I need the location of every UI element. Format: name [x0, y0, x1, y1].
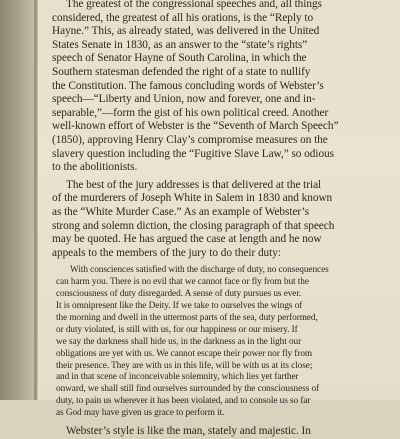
- text-line: as the “White Murder Case.” As an example of Webster’s: [52, 205, 309, 218]
- quote-line: It is omnipresent like the Deity. If we take to ourselves the wings of: [56, 301, 303, 311]
- quote-line: consciousness of duty disregarded. A sense of duty pursues us ever.: [56, 289, 302, 300]
- quote-line: With consciences satisfied with the discharge of duty, no consequences: [70, 265, 329, 276]
- quote-line: duty, to pain us wherever it has been violated, and to console us so far: [56, 396, 311, 407]
- book-gutter: [34, 0, 37, 400]
- text-line: slavery question including the “Fugitive Slave Law,” so odious: [52, 147, 334, 160]
- text-line: may be quoted. He has argued the case at length and he now: [52, 233, 322, 246]
- quote-line: onward, we shall still find ourselves surrounded by the consciousness of: [56, 384, 320, 395]
- text-line: speech—“Liberty and Union, now and forever, one and in-: [52, 93, 316, 106]
- text-line: Hayne.” This, as already stated, was delivered in the United: [52, 25, 320, 38]
- text-line: (1850), approving Henry Clay’s compromise measures on the: [52, 133, 328, 146]
- quote-line: the morning and dwell in the uttermost parts of the sea, duty performed,: [56, 312, 318, 323]
- block-quote: [52, 265, 390, 420]
- text-line: Southern statesman defended the right of a state to nullify: [52, 65, 311, 78]
- text-line: of the murderers of Joseph White in Salem in 1830 and known: [52, 192, 333, 205]
- text-line: Webster’s style is like the man, stately and majestic. In: [66, 425, 311, 438]
- text-line: appeals to the members of the jury to do their duty:: [52, 246, 281, 259]
- text-line: separable,”—form the gist of his own political creed. Another: [52, 106, 329, 119]
- paragraph-webster-style: [52, 425, 390, 439]
- text-line: speech of Senator Hayne of South Carolina, in which the: [52, 52, 307, 65]
- quote-line: we say the darkness shall hide us, in the darkness as in the light our: [56, 336, 302, 347]
- quote-line: their presence. They are with us in this life, will be with us at its close;: [56, 360, 313, 371]
- text-line: strong and solemn diction, the closing paragraph of that speech: [52, 219, 335, 232]
- text-line: considered, the greatest of all his orations, is the “Reply to: [52, 11, 314, 24]
- page-text: [52, 0, 390, 439]
- text-line: to the abolitionists.: [52, 161, 138, 174]
- text-line: The best of the jury addresses is that delivered at the trial: [66, 178, 322, 191]
- paragraph-jury-addresses: [52, 179, 390, 261]
- quote-line: obligations are yet with us. We cannot escape their power nor fly from: [56, 348, 313, 359]
- quote-line: or duty violated, is still with us, for our happiness or our misery. If: [56, 324, 298, 335]
- quote-line: as God may have given us grace to perform it.: [56, 408, 225, 419]
- text-line: States Senate in 1830, as an answer to the “state’s rights”: [52, 38, 308, 51]
- text-line: the Constitution. The famous concluding words of Webster’s: [52, 79, 324, 92]
- text-line: well-known effort of Webster is the “Seventh of March Speech”: [52, 120, 339, 133]
- book-page: [38, 0, 400, 438]
- adjacent-page-edge: [0, 0, 38, 400]
- paragraph-reply-to-hayne: [52, 0, 390, 175]
- text-line: The greatest of the congressional speeches and, all things: [66, 0, 322, 10]
- quote-line: can harm you. There is no evil that we cannot face or fly from but the: [56, 277, 309, 288]
- quote-line: and in that scene of inconceivable solemnity, which lies yet farther: [56, 372, 299, 383]
